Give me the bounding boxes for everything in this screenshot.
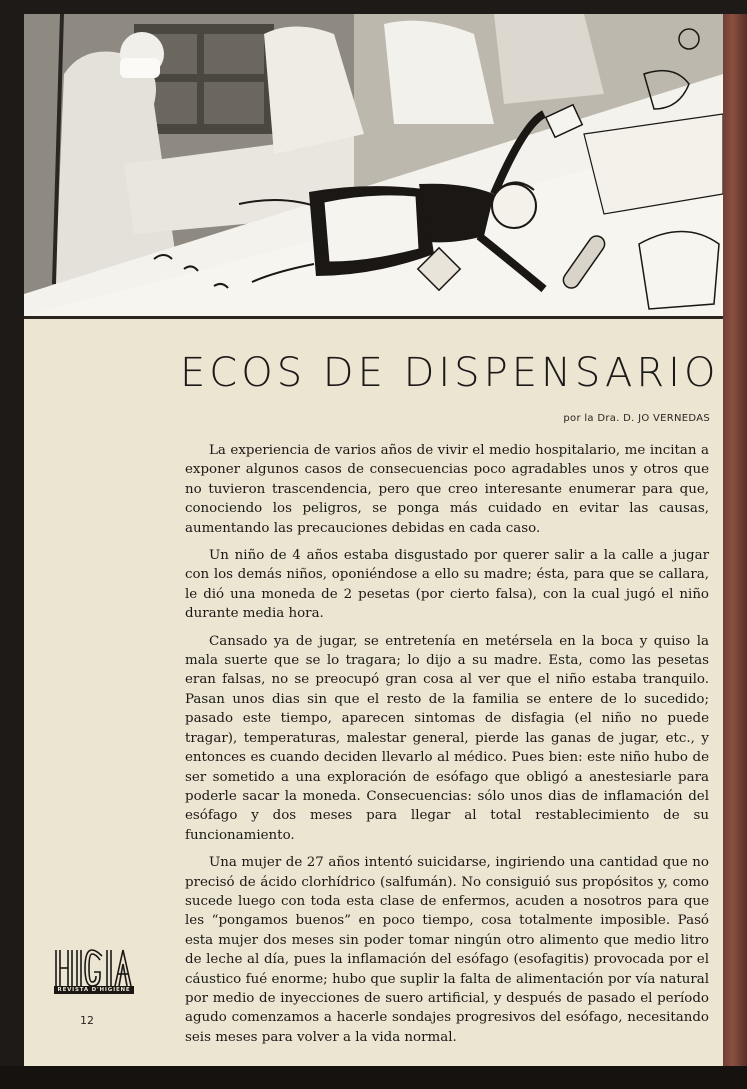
paragraph: Cansado ya de jugar, se entretenía en metérsela en la boca y quiso la mala suerte que se lo tragara; lo dijo a su madre. Esta, como las pesetas eran falsas, no se preocupó gran cosa al ver que el niño estaba tranquilo. Pasan unos dias sin que el resto de la familia se entere de lo sucedido; pasado este tiempo, aparecen sintomas de disfagia (el niño no puede tragar), temperaturas, malestar general, pierde las ganas de jugar, etc., y entonces es cuando deciden llevarlo al médico. Pues bien: este niño hubo de ser sometido a una exploración de esófago que obligó a anestesiarle para poderle sacar la moneda. Consecuencias: sólo unos dias de inflamación del esófago y dos meses para llegar al total restablecimiento de su funcionamiento. [185, 633, 709, 843]
paragraph: La experiencia de varios años de vivir el medio hospitalario, me incitan a exponer algunos casos de consecuencias poco agradables unos y otros que no tuvieron trascendencia, pero que creo interesante enumerar para que, conociendo los peligros, se ponga más cuidado en evitar las causas, aumentando las precauciones debidas en cada caso. [185, 443, 709, 536]
article-byline: por la Dra. D. JO VERNEDAS [563, 413, 710, 424]
magazine-page [24, 14, 723, 1066]
scan-shadow [0, 1066, 747, 1089]
illustration-collage-image [24, 14, 723, 316]
higia-logo-mark [54, 946, 134, 988]
masthead-logo [54, 946, 134, 994]
article-title: ECOS DE DISPENSARIO [180, 350, 720, 396]
page-number: 12 [80, 1014, 94, 1027]
adjacent-page-edge [723, 14, 747, 1066]
header-illustration [24, 14, 723, 319]
paragraph: Una mujer de 27 años intentó suicidarse, ingiriendo una cantidad que no precisó de ácido clorhídrico (salfumán). No consiguió sus propósitos y, como sucede luego con toda esta clase de enfermos, acuden a nosotros para que les “pongamos buenos” en poco tiempo, cosa totalmente imposible. Pasó esta mujer dos meses sin poder tomar ningún otro alimento que medio litro de leche al día, pues la inflamación del esófago (esofagitis) provocada por el cáustico fué enorme; hubo que suplir la falta de alimentación por vía natural por medio de inyecciones de suero artificial, y después de pasado el período agudo comenzamos a hacerle sondajes progresivos del esófago, necesitando seis meses para volver a la vida normal. [185, 855, 709, 1045]
paragraph: Un niño de 4 años estaba disgustado por querer salir a la calle a jugar con los demás niños, oponiéndose a ello su madre; ésta, para que se callara, le dió una moneda de 2 pesetas (por cierto falsa), con la cual jugó el niño durante media hora. [185, 548, 709, 622]
article-body [185, 441, 709, 1055]
masthead-subtitle: REVISTA D'HIGIENE [54, 986, 134, 994]
